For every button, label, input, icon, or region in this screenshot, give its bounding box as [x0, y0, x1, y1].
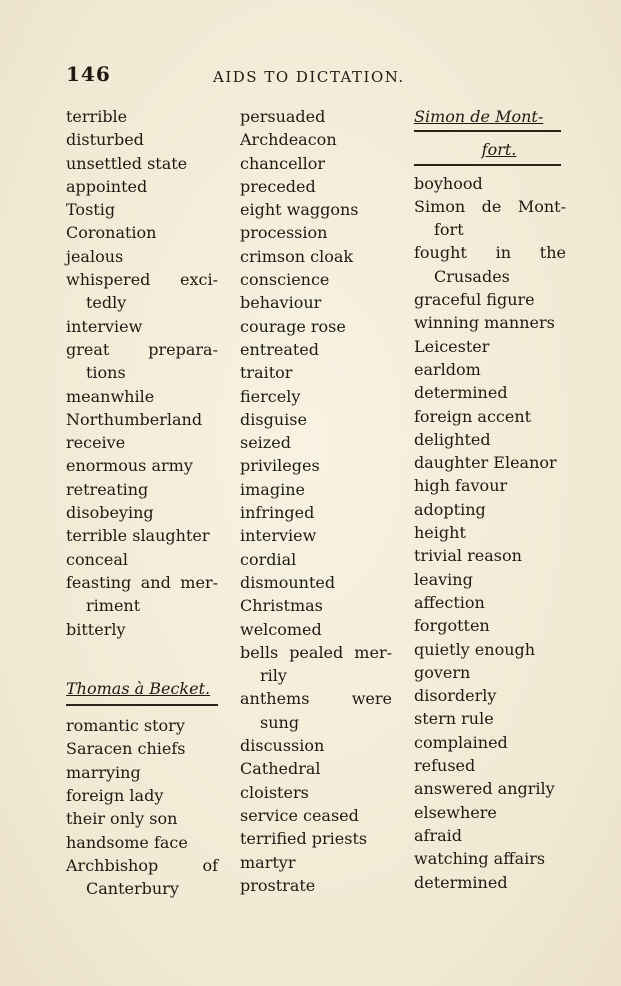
word-entry-continuation: rily [260, 666, 287, 686]
word-entry-continuation: Crusades [434, 266, 510, 286]
word-entry: bitterly [66, 619, 126, 639]
section-heading-continuation: fort. [481, 140, 517, 160]
word-entry: feasting and mer- [66, 572, 218, 592]
heading-rule [414, 164, 561, 166]
word-entry: Christmas [240, 596, 323, 616]
word-entry: imagine [240, 479, 305, 499]
word-entry: eight waggons [240, 200, 359, 220]
word-entry: quietly enough [414, 639, 536, 659]
word-entry: winning manners [414, 313, 555, 333]
word-entry: foreign lady [66, 786, 164, 806]
word-entry: jealous [66, 246, 124, 266]
word-entry: preceded [240, 176, 316, 196]
word-entry: daughter Eleanor [414, 453, 557, 473]
word-entry: fiercely [240, 386, 301, 406]
word-entry: foreign accent [414, 406, 532, 426]
word-entry: procession [240, 223, 328, 243]
word-entry: afraid [414, 825, 463, 845]
word-entry: their only son [66, 809, 178, 829]
word-entry: Northumberland [66, 409, 203, 429]
word-entry: leaving [414, 569, 473, 589]
word-entry: Archbishop of [66, 855, 218, 875]
word-entry: interview [240, 526, 317, 546]
word-entry: elsewhere [414, 802, 497, 822]
word-entry: behaviour [240, 293, 322, 313]
word-entry-continuation: sung [260, 712, 300, 732]
word-entry: fought in the [414, 243, 566, 263]
word-entry: disobeying [66, 503, 154, 523]
word-entry-continuation: Canterbury [86, 879, 179, 899]
word-entry: service ceased [240, 805, 359, 825]
word-entry: Simon de Mont- [414, 196, 566, 216]
word-entry-continuation: riment [86, 596, 141, 616]
word-entry: Archdeacon [240, 130, 337, 150]
word-entry: Coronation [66, 223, 157, 243]
word-entry: earldom [414, 359, 481, 379]
word-entry: discussion [240, 736, 325, 756]
word-entry: conscience [240, 270, 330, 290]
word-entry: seized [240, 433, 291, 453]
section-heading: Simon de Mont- [414, 107, 544, 126]
word-entry: crimson cloak [240, 246, 354, 266]
word-entry: forgotten [414, 616, 490, 636]
word-entry: whispered exci- [66, 270, 218, 290]
word-entry: conceal [66, 549, 128, 569]
word-entry: complained [414, 732, 508, 752]
word-entry-continuation: tedly [86, 293, 127, 313]
word-entry: boyhood [414, 173, 483, 193]
word-entry: refused [414, 756, 476, 776]
word-entry: traitor [240, 363, 293, 383]
word-entry: trivial reason [414, 546, 522, 566]
word-entry: anthems were [240, 689, 392, 709]
word-entry: infringed [240, 503, 315, 523]
word-entry: handsome face [66, 832, 188, 852]
word-entry-continuation: fort [434, 220, 464, 240]
word-entry-continuation: tions [86, 363, 126, 383]
word-entry: appointed [66, 176, 148, 196]
word-entry: determined [414, 383, 508, 403]
word-entry: determined [414, 872, 508, 892]
word-entry: prostrate [240, 875, 316, 895]
word-entry: courage rose [240, 316, 346, 336]
word-entry: persuaded [240, 107, 326, 126]
section-spacer [66, 641, 218, 677]
word-entry: dismounted [240, 572, 336, 592]
word-entry: height [414, 523, 466, 543]
word-entry: marrying [66, 762, 141, 782]
word-entry: chancellor [240, 153, 326, 173]
word-entry: watching affairs [414, 849, 546, 869]
word-entry: entreated [240, 339, 319, 359]
page-number: 146 [66, 62, 111, 86]
word-entry: Saracen chiefs [66, 739, 186, 759]
word-entry: enormous army [66, 456, 193, 476]
word-entry: cordial [240, 549, 297, 569]
word-entry: affection [414, 592, 485, 612]
word-entry: terrible [66, 107, 128, 126]
word-entry: meanwhile [66, 386, 155, 406]
word-entry: Cathedral [240, 759, 321, 779]
word-entry: romantic story [66, 716, 185, 736]
section-heading: Thomas à Becket. [66, 678, 211, 698]
word-entry: high favour [414, 476, 508, 496]
word-entry: delighted [414, 429, 491, 449]
word-entry: unsettled state [66, 153, 188, 173]
word-entry: bells pealed mer- [240, 642, 392, 662]
word-entry: cloisters [240, 782, 309, 802]
word-entry: govern [414, 662, 471, 682]
word-entry: disguise [240, 409, 307, 429]
word-entry: stern rule [414, 709, 494, 729]
word-entry: privileges [240, 456, 320, 476]
word-entry: great prepara- [66, 339, 218, 359]
word-entry: receive [66, 433, 126, 453]
word-entry: Tostig [66, 200, 116, 220]
word-column-1 [66, 105, 218, 901]
running-title: AIDS TO DICTATION. [213, 68, 405, 86]
word-entry: answered angrily [414, 779, 555, 799]
heading-rule [66, 704, 218, 706]
word-column-3 [414, 105, 566, 894]
word-entry: Leicester [414, 336, 490, 356]
page-header [0, 62, 621, 92]
word-entry: interview [66, 316, 143, 336]
word-entry: terrible slaughter [66, 526, 210, 546]
word-entry: welcomed [240, 619, 322, 639]
heading-rule [414, 130, 561, 132]
word-entry: adopting [414, 499, 486, 519]
word-entry: graceful figure [414, 290, 535, 310]
word-entry: disturbed [66, 130, 144, 150]
word-entry: disorderly [414, 686, 497, 706]
word-entry: retreating [66, 479, 149, 499]
word-column-2 [240, 105, 392, 897]
word-entry: martyr [240, 852, 296, 872]
word-entry: terrified priests [240, 829, 368, 849]
